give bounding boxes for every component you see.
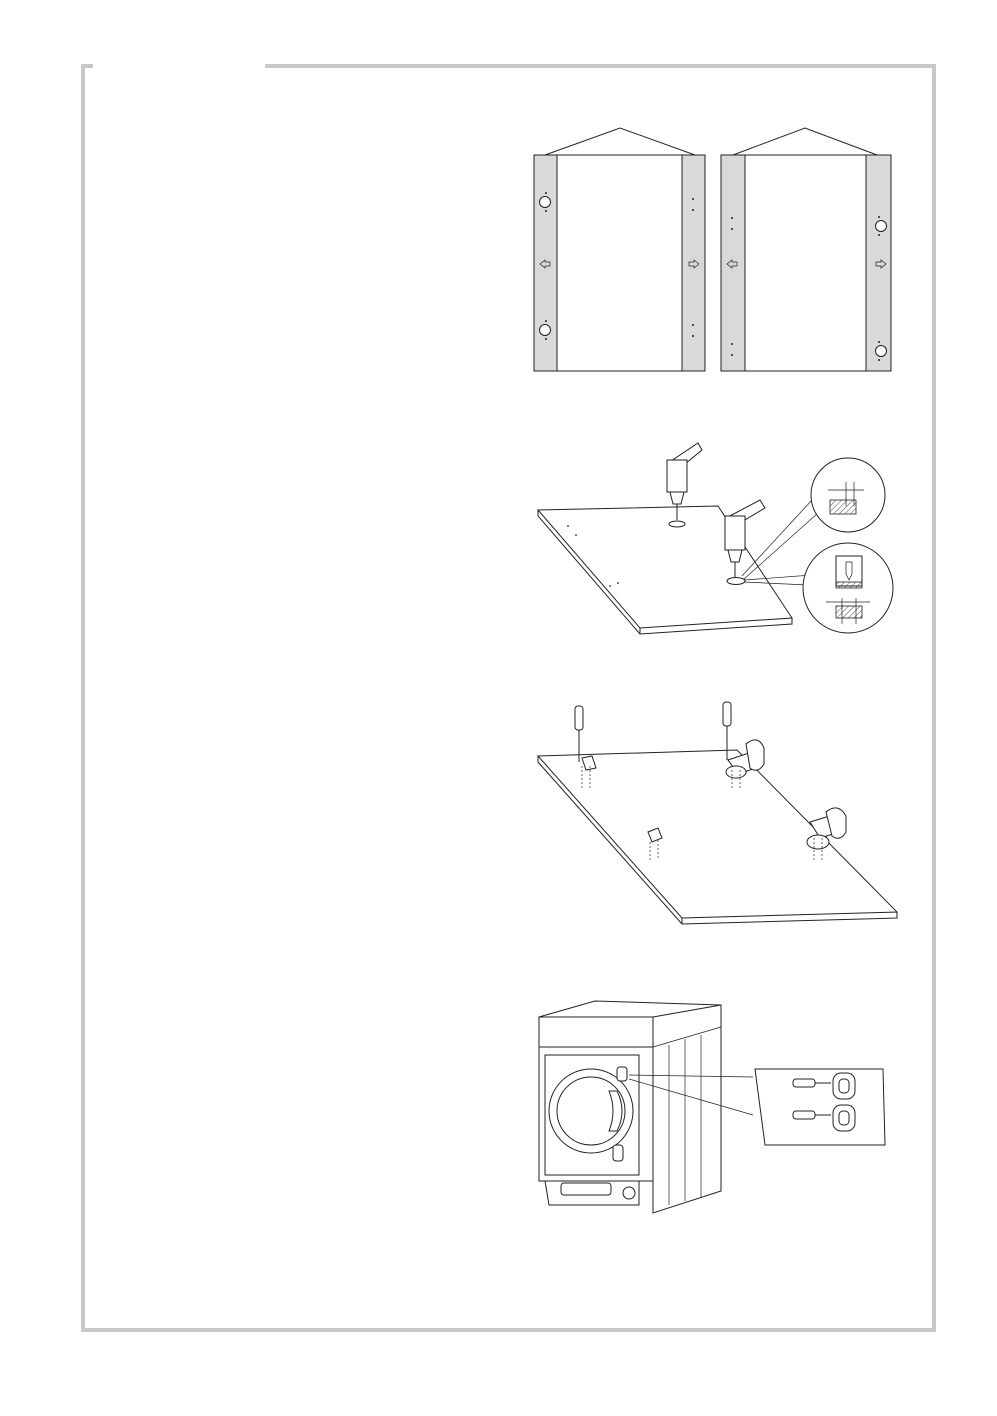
figure-machine-door-attachment (535, 995, 895, 1223)
door-panel-left (534, 128, 705, 371)
door-panel-right (721, 128, 891, 371)
washing-machine (539, 1001, 721, 1213)
figure-screw-hinges-to-door (532, 700, 902, 932)
figure-door-hinge-sides (525, 120, 905, 390)
door-board-large (538, 750, 897, 924)
figure-drill-hinge-holes (530, 438, 900, 648)
